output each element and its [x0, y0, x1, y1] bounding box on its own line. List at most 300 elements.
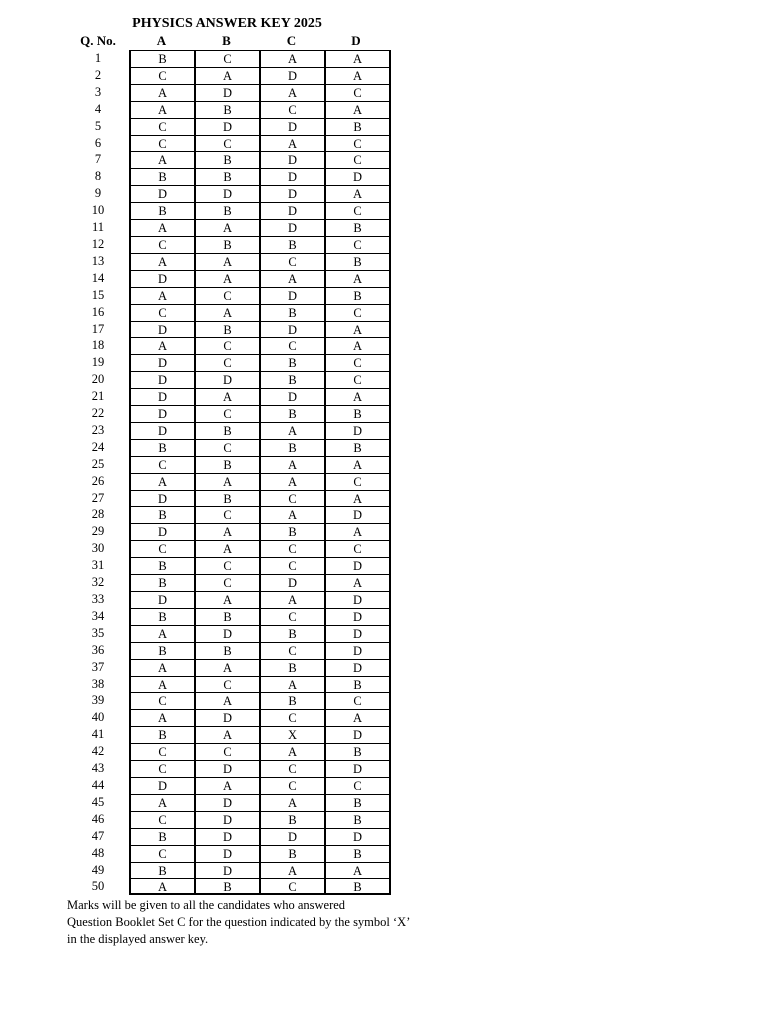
table-row: [76, 354, 391, 371]
answer-cell-set-b: C: [194, 439, 259, 456]
answer-cell-set-c: C: [259, 878, 324, 895]
question-number: 34: [91, 608, 105, 623]
answer-cell-set-d: B: [324, 794, 391, 811]
answer-cells: [129, 371, 391, 388]
answer-cell-set-d: D: [324, 557, 391, 574]
answer-cell-set-c: X: [259, 726, 324, 743]
question-number: 35: [91, 625, 105, 640]
answer-cell-set-d: D: [324, 760, 391, 777]
answer-cell-set-a: A: [129, 253, 194, 270]
footnote-line-1: Marks will be given to all the candidates who answered: [67, 898, 346, 912]
answer-cells: [129, 845, 391, 862]
answer-cell-set-d: B: [324, 878, 391, 895]
answer-cells: [129, 304, 391, 321]
answer-cell-set-b: D: [194, 371, 259, 388]
answer-cells: [129, 118, 391, 135]
answer-cell-set-b: D: [194, 845, 259, 862]
table-row: [76, 185, 391, 202]
answer-cell-set-b: B: [194, 101, 259, 118]
header-qno: Q. No.: [80, 33, 116, 48]
answer-cell-set-d: D: [324, 726, 391, 743]
question-number: 49: [91, 862, 105, 877]
question-number: 20: [91, 372, 105, 387]
table-row: [76, 743, 391, 760]
question-number: 36: [91, 642, 105, 657]
answer-cell-set-a: B: [129, 168, 194, 185]
answer-cell-set-d: C: [324, 202, 391, 219]
answer-cell-set-a: C: [129, 811, 194, 828]
table-row: [76, 760, 391, 777]
question-number: 39: [91, 693, 105, 708]
question-number: 18: [91, 338, 105, 353]
answer-cell-set-d: D: [324, 828, 391, 845]
table-row: [76, 642, 391, 659]
answer-cell-set-b: C: [194, 337, 259, 354]
answer-cell-set-b: D: [194, 118, 259, 135]
answer-cell-set-b: A: [194, 473, 259, 490]
answer-cell-set-a: D: [129, 371, 194, 388]
answer-cell-set-d: B: [324, 219, 391, 236]
answer-cell-set-d: B: [324, 439, 391, 456]
answer-cell-set-d: C: [324, 84, 391, 101]
answer-cell-set-d: D: [324, 659, 391, 676]
answer-cell-set-a: C: [129, 760, 194, 777]
table-row: [76, 202, 391, 219]
table-row: [76, 845, 391, 862]
table-row: [76, 304, 391, 321]
table-row: [76, 878, 391, 895]
answer-cell-set-a: C: [129, 540, 194, 557]
answer-cell-set-c: A: [259, 794, 324, 811]
answer-cell-set-c: B: [259, 371, 324, 388]
answer-cell-set-c: B: [259, 354, 324, 371]
answer-cell-set-c: A: [259, 270, 324, 287]
table-row: [76, 151, 391, 168]
footnote: [67, 897, 411, 948]
answer-cells: [129, 473, 391, 490]
question-number: 11: [91, 220, 105, 235]
answer-cell-set-d: D: [324, 422, 391, 439]
answer-cell-set-b: B: [194, 878, 259, 895]
answer-cell-set-c: A: [259, 422, 324, 439]
question-number: 29: [91, 524, 105, 539]
answer-cell-set-b: A: [194, 777, 259, 794]
answer-cell-set-b: A: [194, 692, 259, 709]
answer-cell-set-b: B: [194, 168, 259, 185]
answer-cell-set-b: D: [194, 862, 259, 879]
answer-cell-set-c: C: [259, 608, 324, 625]
answer-cell-set-b: A: [194, 304, 259, 321]
question-number: 22: [91, 406, 105, 421]
table-row: [76, 371, 391, 388]
answer-cell-set-a: A: [129, 659, 194, 676]
table-row: [76, 523, 391, 540]
answer-cell-set-d: A: [324, 862, 391, 879]
answer-cells: [129, 490, 391, 507]
answer-cell-set-d: D: [324, 506, 391, 523]
answer-cell-set-b: A: [194, 388, 259, 405]
answer-cells: [129, 202, 391, 219]
answer-cell-set-d: C: [324, 540, 391, 557]
answer-cell-set-d: A: [324, 709, 391, 726]
table-row: [76, 287, 391, 304]
answer-cell-set-b: C: [194, 135, 259, 152]
question-number: 7: [94, 152, 102, 167]
answer-cells: [129, 253, 391, 270]
answer-cell-set-c: A: [259, 862, 324, 879]
answer-cell-set-d: D: [324, 591, 391, 608]
answer-cell-set-a: A: [129, 151, 194, 168]
answer-cell-set-c: A: [259, 591, 324, 608]
answer-cell-set-d: A: [324, 574, 391, 591]
answer-cell-set-c: A: [259, 506, 324, 523]
table-row: [76, 321, 391, 338]
answer-cell-set-c: B: [259, 625, 324, 642]
question-number: 15: [91, 287, 105, 302]
answer-cell-set-b: B: [194, 422, 259, 439]
answer-cell-set-b: A: [194, 591, 259, 608]
answer-cells: [129, 287, 391, 304]
question-number: 6: [94, 135, 102, 150]
answer-cells: [129, 236, 391, 253]
answer-cell-set-a: A: [129, 287, 194, 304]
answer-cell-set-c: A: [259, 84, 324, 101]
answer-cells: [129, 642, 391, 659]
question-number: 23: [91, 422, 105, 437]
answer-cell-set-c: B: [259, 236, 324, 253]
header-set-a: A: [156, 33, 167, 48]
table-row: [76, 219, 391, 236]
answer-cell-set-a: A: [129, 878, 194, 895]
question-number: 46: [91, 811, 105, 826]
answer-cell-set-b: B: [194, 490, 259, 507]
answer-cells: [129, 540, 391, 557]
question-number: 19: [91, 355, 105, 370]
answer-cell-set-b: A: [194, 659, 259, 676]
answer-cell-set-c: C: [259, 777, 324, 794]
answer-cell-set-d: A: [324, 490, 391, 507]
question-number: 40: [91, 710, 105, 725]
answer-cell-set-b: B: [194, 608, 259, 625]
answer-cell-set-a: B: [129, 50, 194, 67]
answer-cell-set-b: C: [194, 287, 259, 304]
answer-cell-set-b: B: [194, 642, 259, 659]
table-row: [76, 135, 391, 152]
answer-cells: [129, 422, 391, 439]
answer-cell-set-a: A: [129, 84, 194, 101]
question-number: 27: [91, 490, 105, 505]
answer-cell-set-d: B: [324, 287, 391, 304]
question-number: 13: [91, 253, 105, 268]
answer-cell-set-d: C: [324, 236, 391, 253]
table-row: [76, 270, 391, 287]
answer-cell-set-c: D: [259, 388, 324, 405]
answer-cells: [129, 135, 391, 152]
answer-cells: [129, 151, 391, 168]
table-row: [76, 456, 391, 473]
question-number: 37: [91, 659, 105, 674]
question-number: 44: [91, 777, 105, 792]
answer-cell-set-a: A: [129, 337, 194, 354]
answer-cells: [129, 321, 391, 338]
answer-cell-set-a: C: [129, 118, 194, 135]
table-row: [76, 625, 391, 642]
question-number: 26: [91, 473, 105, 488]
answer-cell-set-d: D: [324, 625, 391, 642]
answer-cell-set-a: C: [129, 743, 194, 760]
answer-cell-set-c: B: [259, 692, 324, 709]
answer-cell-set-d: D: [324, 642, 391, 659]
answer-cell-set-b: C: [194, 405, 259, 422]
answer-cells: [129, 557, 391, 574]
answer-cell-set-d: B: [324, 118, 391, 135]
question-number: 28: [91, 507, 105, 522]
table-row: [76, 439, 391, 456]
table-row: [76, 676, 391, 693]
answer-cell-set-c: D: [259, 185, 324, 202]
answer-cell-set-c: B: [259, 811, 324, 828]
answer-cell-set-a: B: [129, 828, 194, 845]
answer-cell-set-c: C: [259, 760, 324, 777]
answer-cell-set-c: D: [259, 151, 324, 168]
table-row: [76, 709, 391, 726]
answer-cell-set-d: C: [324, 354, 391, 371]
answer-cell-set-d: C: [324, 473, 391, 490]
question-number: 47: [91, 828, 105, 843]
question-number: 41: [91, 727, 105, 742]
answer-cell-set-c: A: [259, 473, 324, 490]
footnote-line-3: in the displayed answer key.: [67, 932, 209, 946]
header-set-c: C: [286, 33, 297, 48]
answer-cell-set-c: C: [259, 642, 324, 659]
answer-cells: [129, 50, 391, 67]
table-row: [76, 794, 391, 811]
question-number: 10: [91, 203, 105, 218]
answer-cell-set-c: C: [259, 540, 324, 557]
answer-cell-set-b: D: [194, 84, 259, 101]
answer-cell-set-a: D: [129, 490, 194, 507]
answer-cell-set-a: D: [129, 388, 194, 405]
question-number: 14: [91, 270, 105, 285]
answer-cell-set-c: D: [259, 321, 324, 338]
answer-cell-set-c: D: [259, 574, 324, 591]
answer-cell-set-c: D: [259, 287, 324, 304]
answer-cell-set-a: B: [129, 726, 194, 743]
answer-cell-set-b: B: [194, 151, 259, 168]
answer-cells: [129, 828, 391, 845]
answer-cell-set-c: C: [259, 253, 324, 270]
answer-cell-set-b: C: [194, 743, 259, 760]
answer-cell-set-c: A: [259, 50, 324, 67]
answer-cell-set-a: C: [129, 692, 194, 709]
answer-cells: [129, 101, 391, 118]
answer-cell-set-c: D: [259, 202, 324, 219]
answer-cell-set-c: C: [259, 490, 324, 507]
answer-cells: [129, 591, 391, 608]
page-title: PHYSICS ANSWER KEY 2025: [132, 16, 322, 31]
table-row: [76, 473, 391, 490]
answer-cells: [129, 439, 391, 456]
header-set-d: D: [351, 33, 361, 48]
answer-cell-set-a: D: [129, 523, 194, 540]
answer-cell-set-c: B: [259, 659, 324, 676]
answer-cell-set-a: B: [129, 642, 194, 659]
table-row: [76, 591, 391, 608]
answer-cell-set-b: D: [194, 794, 259, 811]
answer-cell-set-c: C: [259, 337, 324, 354]
question-number: 12: [91, 236, 105, 251]
answer-cells: [129, 659, 391, 676]
answer-cell-set-b: B: [194, 456, 259, 473]
answer-cells: [129, 523, 391, 540]
answer-cells: [129, 168, 391, 185]
table-row: [76, 101, 391, 118]
answer-cell-set-c: C: [259, 709, 324, 726]
answer-cell-set-c: B: [259, 523, 324, 540]
answer-cell-set-b: A: [194, 540, 259, 557]
answer-cell-set-a: B: [129, 506, 194, 523]
answer-cell-set-d: B: [324, 743, 391, 760]
answer-cells: [129, 506, 391, 523]
answer-cell-set-c: C: [259, 557, 324, 574]
answer-cells: [129, 354, 391, 371]
question-number: 2: [94, 67, 102, 82]
question-number: 50: [91, 879, 105, 894]
answer-cell-set-b: B: [194, 321, 259, 338]
answer-cells: [129, 726, 391, 743]
answer-cells: [129, 709, 391, 726]
answer-cell-set-b: C: [194, 50, 259, 67]
answer-cell-set-c: D: [259, 118, 324, 135]
answer-cell-set-b: A: [194, 270, 259, 287]
answer-cell-set-a: C: [129, 67, 194, 84]
answer-cell-set-b: B: [194, 236, 259, 253]
answer-cells: [129, 743, 391, 760]
table-row: [76, 659, 391, 676]
answer-cell-set-b: C: [194, 354, 259, 371]
answer-cells: [129, 337, 391, 354]
table-row: [76, 557, 391, 574]
answer-cell-set-d: D: [324, 608, 391, 625]
table-row: [76, 828, 391, 845]
answer-cells: [129, 456, 391, 473]
table-row: [76, 405, 391, 422]
answer-cell-set-b: A: [194, 219, 259, 236]
answer-cell-set-a: B: [129, 574, 194, 591]
answer-cells: [129, 692, 391, 709]
answer-cell-set-d: A: [324, 270, 391, 287]
answer-cell-set-c: D: [259, 67, 324, 84]
answer-cell-set-d: A: [324, 101, 391, 118]
answer-cell-set-a: A: [129, 794, 194, 811]
answer-cell-set-d: C: [324, 151, 391, 168]
answer-cell-set-a: D: [129, 185, 194, 202]
answer-cell-set-b: A: [194, 67, 259, 84]
table-row: [76, 253, 391, 270]
table-row: [76, 862, 391, 879]
answer-cell-set-b: D: [194, 625, 259, 642]
table-row: [76, 692, 391, 709]
answer-cell-set-a: A: [129, 709, 194, 726]
answer-cell-set-b: B: [194, 202, 259, 219]
answer-cell-set-d: C: [324, 304, 391, 321]
answer-cell-set-d: B: [324, 811, 391, 828]
question-number: 32: [91, 575, 105, 590]
answer-cell-set-b: D: [194, 811, 259, 828]
table-row: [76, 608, 391, 625]
answer-cell-set-b: D: [194, 760, 259, 777]
answer-cell-set-d: B: [324, 676, 391, 693]
table-row: [76, 118, 391, 135]
table-row: [76, 777, 391, 794]
answer-cell-set-a: D: [129, 591, 194, 608]
answer-cell-set-d: C: [324, 777, 391, 794]
question-number: 5: [94, 118, 102, 133]
table-row: [76, 490, 391, 507]
table-row: [76, 811, 391, 828]
answer-cell-set-b: C: [194, 557, 259, 574]
question-number: 17: [91, 321, 105, 336]
answer-cell-set-a: D: [129, 777, 194, 794]
question-number: 42: [91, 744, 105, 759]
answer-cell-set-d: A: [324, 67, 391, 84]
question-number: 24: [91, 439, 105, 454]
answer-cell-set-a: D: [129, 270, 194, 287]
question-number: 9: [94, 186, 102, 201]
answer-cell-set-b: C: [194, 506, 259, 523]
answer-cells: [129, 405, 391, 422]
answer-cells: [129, 878, 391, 895]
answer-cell-set-a: D: [129, 354, 194, 371]
answer-cell-set-c: D: [259, 168, 324, 185]
answer-cell-set-d: A: [324, 523, 391, 540]
answer-cell-set-c: B: [259, 439, 324, 456]
answer-cell-set-c: B: [259, 405, 324, 422]
question-number: 31: [91, 558, 105, 573]
table-row: [76, 84, 391, 101]
question-number: 38: [91, 676, 105, 691]
answer-cell-set-c: B: [259, 845, 324, 862]
table-row: [76, 236, 391, 253]
answer-cell-set-a: C: [129, 236, 194, 253]
answer-cell-set-a: C: [129, 304, 194, 321]
table-row: [76, 388, 391, 405]
answer-cell-set-c: A: [259, 135, 324, 152]
answer-cell-set-a: A: [129, 676, 194, 693]
answer-cell-set-a: A: [129, 625, 194, 642]
answer-cell-set-a: B: [129, 862, 194, 879]
question-number: 45: [91, 794, 105, 809]
answer-cells: [129, 608, 391, 625]
question-number: 25: [91, 456, 105, 471]
answer-cell-set-a: B: [129, 557, 194, 574]
answer-cell-set-b: C: [194, 574, 259, 591]
question-number: 3: [94, 84, 102, 99]
answer-cell-set-b: A: [194, 253, 259, 270]
table-row: [76, 168, 391, 185]
answer-cell-set-d: A: [324, 337, 391, 354]
answer-cell-set-a: B: [129, 202, 194, 219]
answer-cell-set-b: A: [194, 523, 259, 540]
answer-cell-set-c: A: [259, 456, 324, 473]
question-number: 16: [91, 304, 105, 319]
question-number: 30: [91, 541, 105, 556]
answer-cells: [129, 862, 391, 879]
answer-cell-set-d: B: [324, 845, 391, 862]
answer-cell-set-d: A: [324, 50, 391, 67]
table-row: [76, 574, 391, 591]
answer-cell-set-d: C: [324, 692, 391, 709]
